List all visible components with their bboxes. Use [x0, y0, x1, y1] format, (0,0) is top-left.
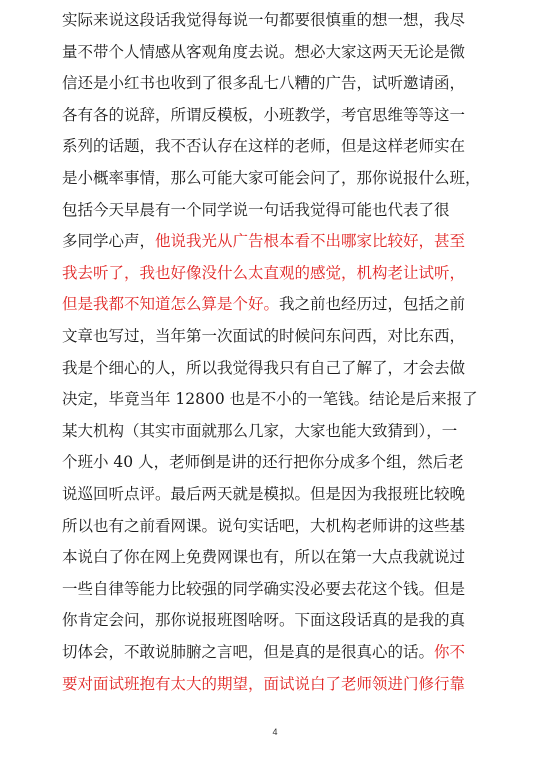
body-text-segment: 实际来说这段话我觉得每说一句都要很慎重的想一想，我尽: [62, 11, 466, 29]
text-line: [62, 166, 492, 190]
body-text-segment: 多同学心声，: [62, 232, 156, 251]
body-text-segment: 系列的话题，我不否认存在这样的老师，但是这样老师实在: [62, 137, 466, 156]
highlighted-text: 你不: [434, 643, 466, 661]
body-text-segment: 本说白了你在网上免费网课也有，所以在第一大点我就说过: [62, 548, 466, 567]
text-line: [62, 450, 492, 474]
text-line: [62, 71, 492, 95]
text-line: [62, 672, 492, 696]
body-text-segment: 所以也有之前看网课。说句实话吧，大机构老师讲的这些基: [62, 516, 466, 535]
text-line: [62, 40, 492, 64]
highlighted-text: 我去听了，我也好像没什么太直观的感觉，机构老让试听，: [62, 263, 466, 282]
text-line: [62, 608, 492, 632]
body-text-segment: 信还是小红书也收到了很多乱七八糟的广告，试听邀请函，: [62, 74, 466, 93]
text-line: [62, 198, 492, 222]
body-text-segment: 一些自律等能力比较强的同学确实没必要去花这个钱。但是: [62, 579, 466, 598]
body-text-segment: 我是个细心的人，所以我觉得我只有自己了解了，才会去做: [62, 358, 466, 377]
text-line: [62, 261, 492, 285]
body-text-segment: 决定，毕竟当年 12800 也是不小的一笔钱。结论是后来报了: [62, 390, 478, 409]
text-line: [62, 324, 492, 348]
highlighted-text: 他说我光从广告根本看不出哪家比较好，甚至: [155, 232, 466, 251]
body-text-segment: 是小概率事情，那么可能大家可能会问了，那你说报什么班，: [62, 169, 481, 187]
text-line: [62, 292, 492, 316]
text-line: [62, 577, 492, 601]
highlighted-text: 要对面试班抱有太大的期望，面试说白了老师领进门修行靠: [62, 674, 466, 693]
text-line: [62, 134, 492, 158]
body-text-segment: 包括今天早晨有一个同学说一句话我觉得可能也代表了很: [62, 200, 450, 219]
body-text-segment: 切体会，不敢说肺腑之言吧，但是真的是很真心的话。: [62, 643, 435, 661]
text-line: [62, 387, 492, 411]
body-text-segment: 我之前也经历过，包括之前: [279, 295, 466, 314]
text-line: [62, 640, 492, 664]
body-text-segment: 文章也写过，当年第一次面试的时候问东问西，对比东西，: [62, 327, 466, 345]
text-line: [62, 514, 492, 538]
text-line: [62, 229, 492, 253]
text-line: [62, 103, 492, 127]
text-line: [62, 8, 492, 32]
body-text-segment: 个班小 40 人，老师倒是讲的还行把你分成多个组，然后老: [62, 453, 464, 472]
text-line: [62, 545, 492, 569]
text-line: [62, 356, 492, 380]
body-text-segment: 你肯定会问，那你说报班图啥呀。下面这段话真的是我的真: [62, 611, 466, 630]
text-line: [62, 482, 492, 506]
highlighted-text: 但是我都不知道怎么算是个好。: [62, 295, 280, 314]
body-text-segment: 量不带个人情感从客观角度去说。想必大家这两天无论是微: [62, 42, 466, 61]
body-text-segment: 说巡回听点评。最后两天就是模拟。但是因为我报班比较晚: [62, 485, 466, 503]
body-text-segment: 某大机构（其实市面就那么几家，大家也能大致猜到），一: [62, 421, 458, 440]
body-text-segment: 各有各的说辞，所谓反模板，小班教学，考官思维等等这一: [62, 105, 466, 124]
text-line: [62, 419, 492, 443]
page-number: 4: [272, 727, 278, 737]
